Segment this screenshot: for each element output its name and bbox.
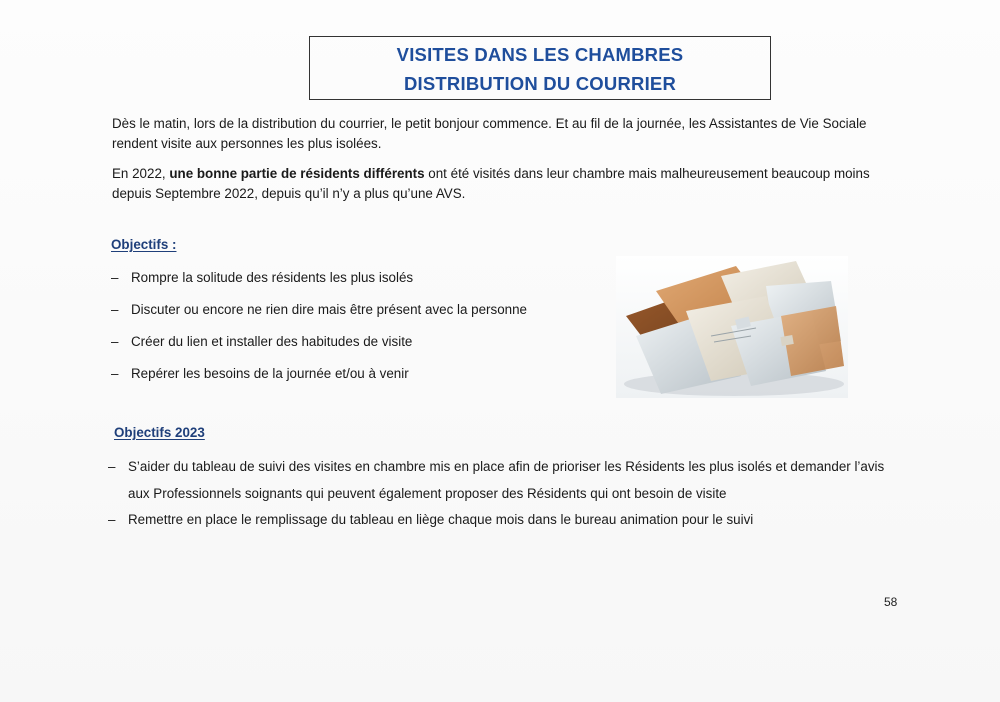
visits-line-1 [112,164,882,184]
objectifs-heading: Objectifs : [111,237,177,252]
objectif-2023-text: Remettre en place le remplissage du tableau en liège chaque mois dans le bureau animation pour le suivi [128,512,754,527]
objectif-text: Repérer les besoins de la journée et/ou à venir [131,366,409,381]
bullet-dash: – [108,459,116,474]
bullet-dash: – [111,334,119,349]
objectif-item [111,332,412,352]
objectif-2023-text: S’aider du tableau de suivi des visites en chambre mis en place afin de prioriser les Résidents les plus isolés et demander l’avis [128,459,885,474]
page-title-line-2: DISTRIBUTION DU COURRIER [403,73,677,94]
bullet-dash: – [108,512,116,527]
objectif-2023-item-2 [108,510,753,530]
objectif-item [111,300,527,320]
bullet-dash: – [111,302,119,317]
objectif-text: Discuter ou encore ne rien dire mais être présent avec la personne [131,302,527,317]
page-number: 58 [884,595,898,609]
envelopes-pile-image [616,256,848,398]
objectifs-2023-heading: Objectifs 2023 [114,425,205,440]
objectif-2023-item-1 [108,457,884,477]
intro-paragraph [112,114,882,154]
visits-line-2: depuis Septembre 2022, depuis qu’il n’y a plus qu’une AVS. [112,186,466,201]
bullet-dash: – [111,270,119,285]
objectif-text: Créer du lien et installer des habitudes de visite [131,334,413,349]
objectif-2023-item-1-continuation: aux Professionnels soignants qui peuvent également proposer des Résidents qui ont besoin de visite [128,486,727,501]
page-title-line-1: VISITES DANS LES CHAMBRES [396,44,684,65]
objectif-item [111,268,413,288]
visits-bold-text: une bonne partie de résidents différents [169,166,425,181]
objectif-text: Rompre la solitude des résidents les plus isolés [131,270,414,285]
intro-line-2: rendent visite aux personnes les plus isolées. [112,136,382,151]
objectif-item [111,364,409,384]
intro-line-1: Dès le matin, lors de la distribution du courrier, le petit bonjour commence. Et au fil de la journée, les Assistantes de Vie Sociale [112,116,867,131]
visits-paragraph [112,164,882,204]
bullet-dash: – [111,366,119,381]
title-box [309,36,771,100]
visits-prefix: En 2022, [112,166,170,181]
visits-suffix: ont été visités dans leur chambre mais malheureusement beaucoup moins [424,166,870,181]
